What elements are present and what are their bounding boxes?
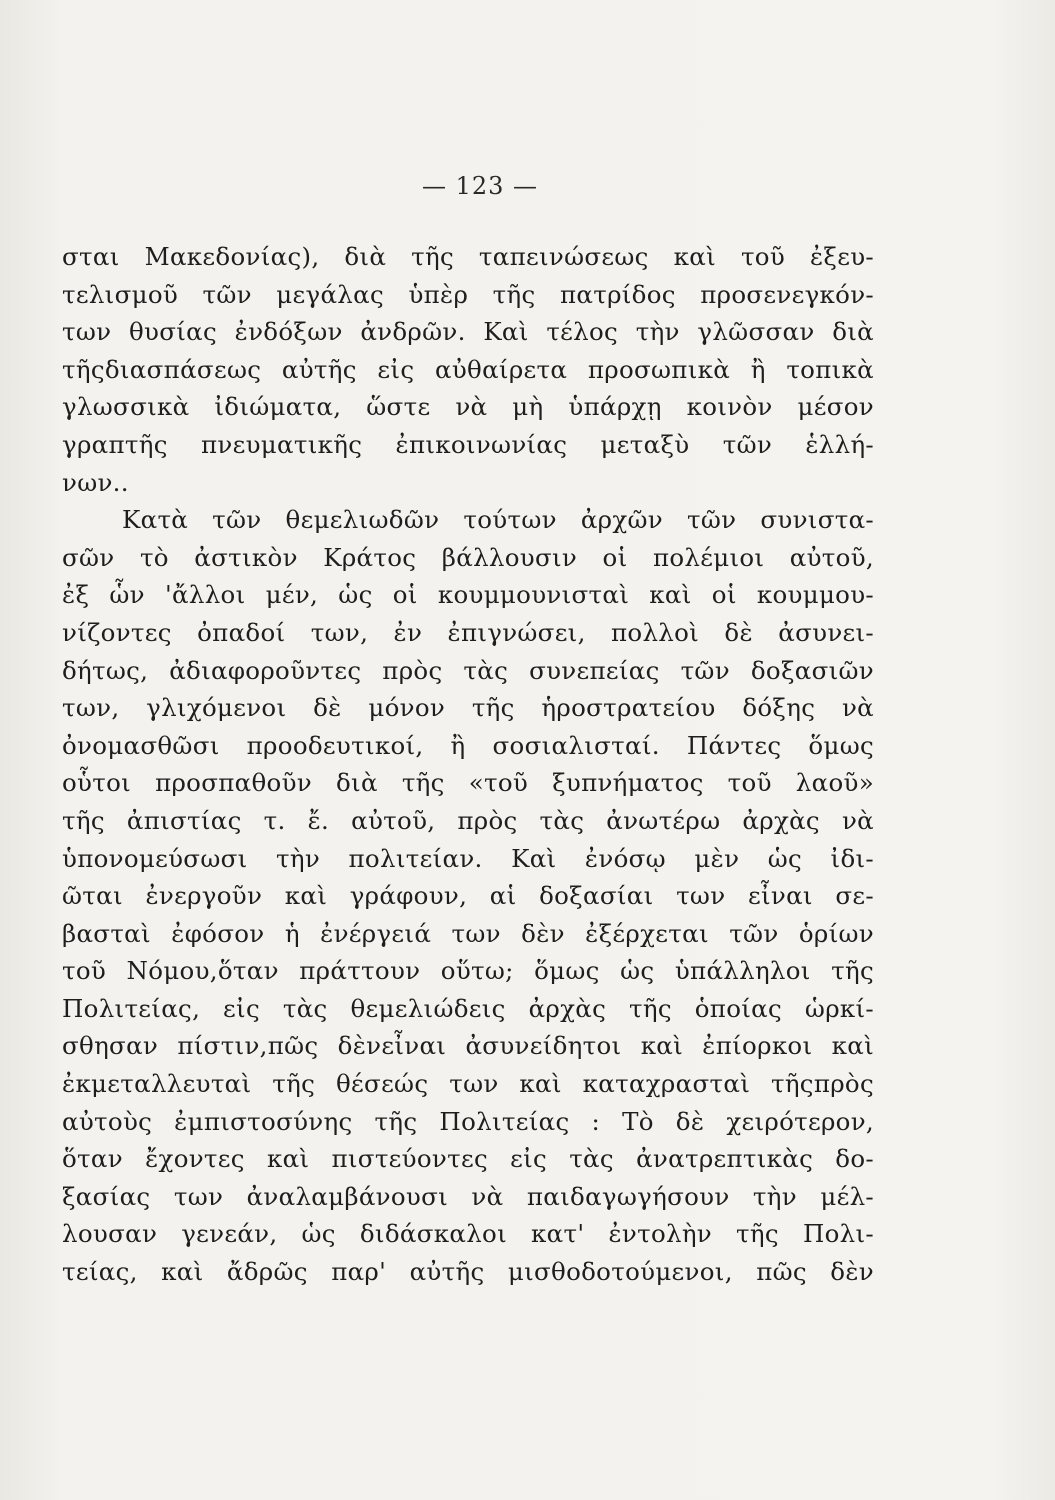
text-line: ἐξ ὧν 'ἄλλοι μέν, ὡς οἱ κουμμουνισταὶ καὶ οἱ κουμμου- <box>62 580 874 610</box>
text-line: τοῦ Νόμου,ὅταν πράττουν οὕτω; ὅμως ὡς ὑπάλληλοι τῆς <box>62 956 874 986</box>
text-line: οὗτοι προσπαθοῦν διὰ τῆς «τοῦ ξυπνήματος τοῦ λαοῦ» <box>62 768 874 798</box>
text-line: σῶν τὸ ἀστικὸν Κράτος βάλλουσιν οἱ πολέμιοι αὐτοῦ, <box>62 542 874 572</box>
text-line: τείας, καὶ ἄδρῶς παρ' αὐτῆς μισθοδοτούμενοι, πῶς δὲν <box>62 1257 874 1287</box>
text-line: γλωσσικὰ ἰδιώματα, ὥστε νὰ μὴ ὑπάρχῃ κοινὸν μέσον <box>62 392 874 422</box>
body-text <box>62 238 874 1291</box>
text-line: τῆς ἀπιστίας τ. ἔ. αὐτοῦ, πρὸς τὰς ἀνωτέρω ἀρχὰς νὰ <box>62 805 874 835</box>
text-line: ἐκμεταλλευταὶ τῆς θέσεώς των καὶ καταχρασταὶ τῆςπρὸς <box>62 1069 874 1099</box>
page-number: — 123 — <box>421 172 539 200</box>
text-line: τελισμοῦ τῶν μεγάλας ὑπὲρ τῆς πατρίδος προσενεγκόν- <box>62 279 874 309</box>
text-line: των, γλιχόμενοι δὲ μόνον τῆς ἡροστρατείου δόξης νὰ <box>62 693 874 723</box>
paragraph-1 <box>62 238 874 501</box>
text-line: δήτως, ἀδιαφοροῦντες πρὸς τὰς συνεπείας τῶν δοξασιῶν <box>62 655 874 685</box>
text-line: ὑπονομεύσωσι τὴν πολιτείαν. Καὶ ἐνόσῳ μὲν ὡς ἰδι- <box>62 843 874 873</box>
text-line: ξασίας των ἀναλαμβάνουσι νὰ παιδαγωγήσουν τὴν μέλ- <box>62 1181 874 1211</box>
text-line: νων.. <box>62 467 129 497</box>
text-line: αὐτοὺς ἐμπιστοσύνης τῆς Πολιτείας : Τὸ δὲ χειρότερον, <box>62 1106 874 1136</box>
text-line: σται Μακεδονίας), διὰ τῆς ταπεινώσεως καὶ τοῦ ἐξευ- <box>62 242 874 271</box>
text-line: Πολιτείας, εἰς τὰς θεμελιώδεις ἀρχὰς τῆς ὁποίας ὡρκί- <box>62 993 874 1023</box>
text-line: ὅταν ἔχοντες καὶ πιστεύοντες εἰς τὰς ἀνατρεπτικὰς δο- <box>62 1144 874 1174</box>
text-line: νίζοντες ὀπαδοί των, ἐν ἐπιγνώσει, πολλοὶ δὲ ἀσυνει- <box>62 617 874 647</box>
text-line: ὀνομασθῶσι προοδευτικοί, ἢ σοσιαλισταί. Πάντες ὅμως <box>62 730 874 760</box>
text-line: Κατὰ τῶν θεμελιωδῶν τούτων ἀρχῶν τῶν συνιστα- <box>122 505 874 535</box>
text-line: ῶται ἐνεργοῦν καὶ γράφουν, αἱ δοξασίαι των εἶναι σε- <box>62 881 874 911</box>
text-line: λουσαν γενεάν, ὡς διδάσκαλοι κατ' ἐντολὴν τῆς Πολι- <box>62 1219 874 1249</box>
paragraph-2 <box>62 501 874 1290</box>
text-line: τῆςδιασπάσεως αὐτῆς εἰς αὐθαίρετα προσωπικὰ ἢ τοπικὰ <box>62 354 874 384</box>
text-line: γραπτῆς πνευματικῆς ἐπικοινωνίας μεταξὺ τῶν ἑλλή- <box>62 429 874 459</box>
text-line: βασταὶ ἐφόσον ἡ ἐνέργειά των δὲν ἐξέρχεται τῶν ὁρίων <box>62 918 874 948</box>
text-line: σθησαν πίστιν,πῶς δὲνεἶναι ἀσυνείδητοι καὶ ἐπίορκοι καὶ <box>62 1031 874 1061</box>
text-line: των θυσίας ἐνδόξων ἀνδρῶν. Καὶ τέλος τὴν γλῶσσαν διὰ <box>62 317 874 347</box>
